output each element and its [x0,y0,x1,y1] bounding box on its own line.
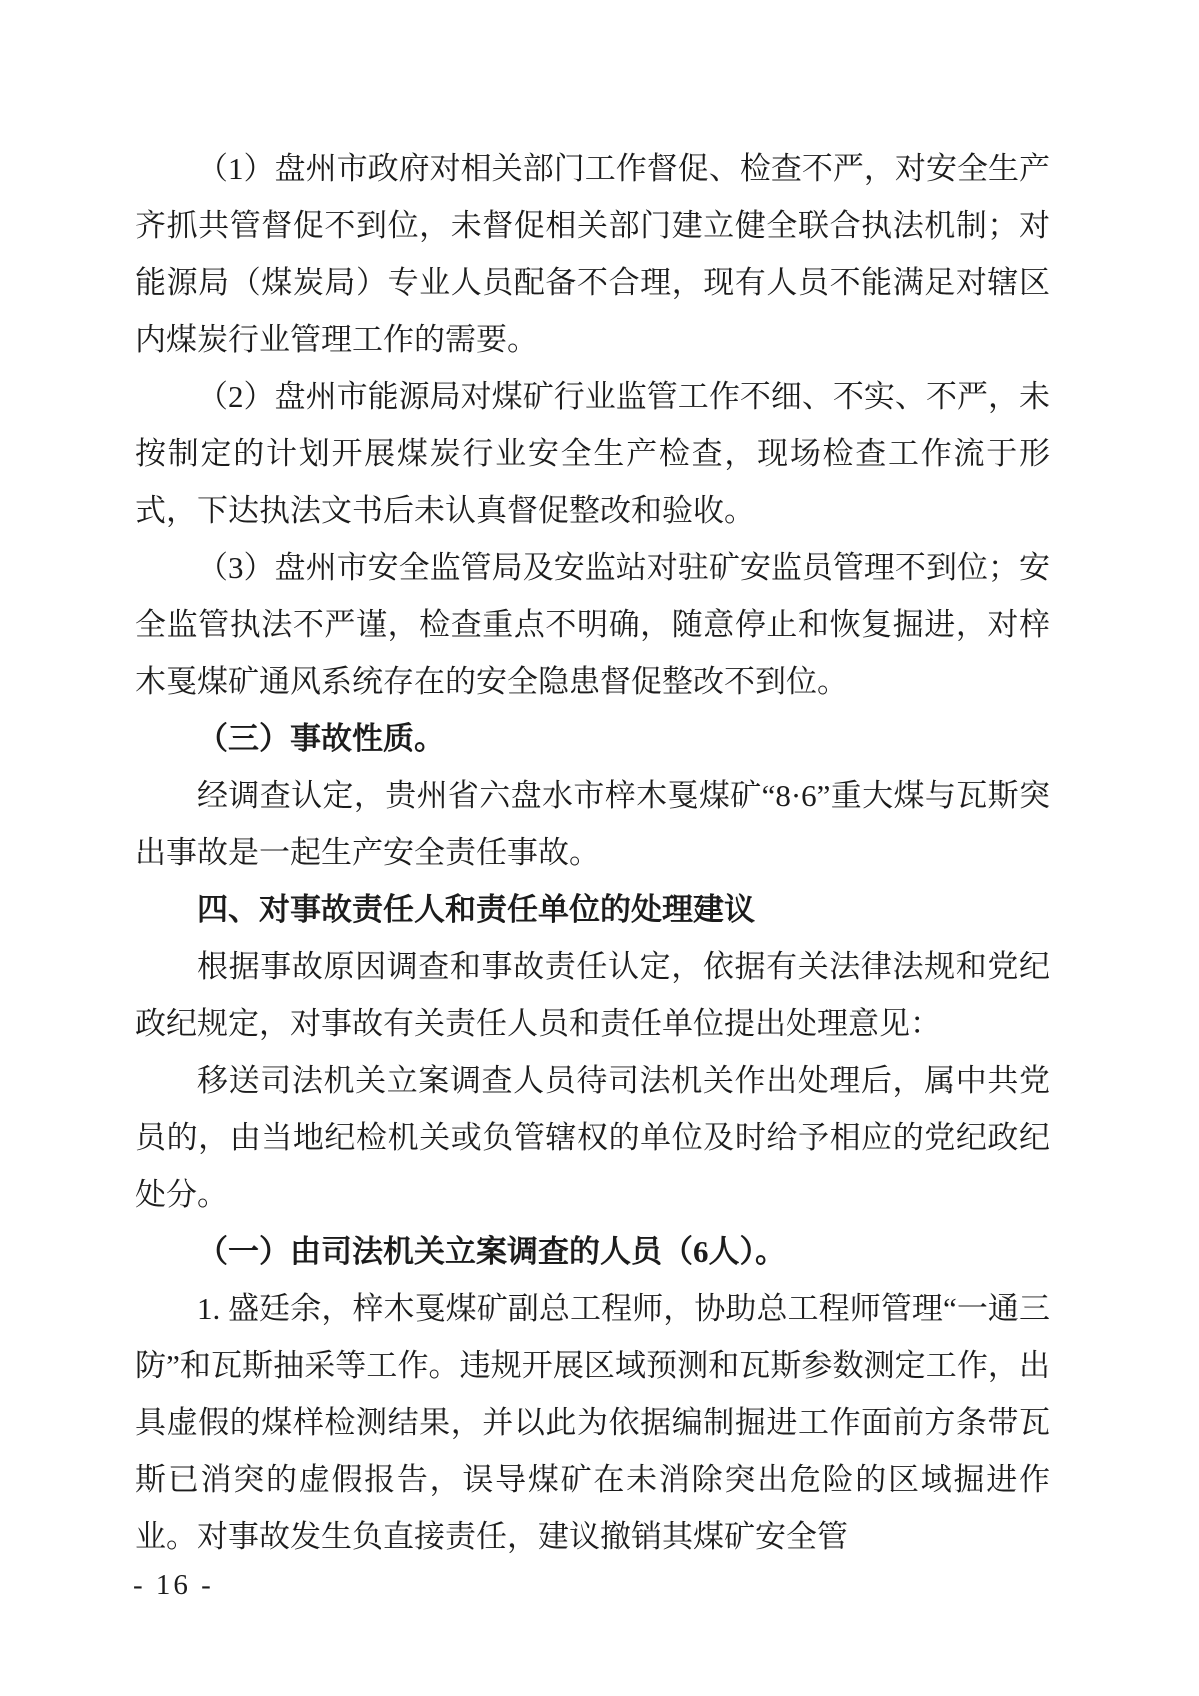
page-number: - 16 - [133,1569,214,1601]
section-heading: （一）由司法机关立案调查的人员（6人）。 [197,1234,786,1269]
section-heading: 四、对事故责任人和责任单位的处理建议 [197,892,755,927]
paragraph: （1）盘州市政府对相关部门工作督促、检查不严，对安全生产齐抓共管督促不到位，未督促相关部门建立健全联合执法机制；对能源局（煤炭局）专业人员配备不合理，现有人员不能满足对辖区内煤炭行业管理工作的需要。 [135,151,1050,357]
paragraph: 1. 盛廷余，梓木戛煤矿副总工程师，协助总工程师管理“一通三防”和瓦斯抽采等工作。违规开展区域预测和瓦斯参数测定工作，出具虚假的煤样检测结果，并以此为依据编制掘进工作面前方条带瓦斯已消突的虚假报告，误导煤矿在未消除突出危险的区域掘进作业。对事故发生负直接责任，建议撤销其煤矿安全管 [135,1291,1050,1554]
paragraph: 移送司法机关立案调查人员待司法机关作出处理后，属中共党员的，由当地纪检机关或负管辖权的单位及时给予相应的党纪政纪处分。 [135,1063,1050,1212]
document-body [135,140,1050,1565]
paragraph: （3）盘州市安全监管局及安监站对驻矿安监员管理不到位；安全监管执法不严谨，检查重点不明确，随意停止和恢复掘进，对梓木戛煤矿通风系统存在的安全隐患督促整改不到位。 [135,550,1050,699]
paragraph: （2）盘州市能源局对煤矿行业监管工作不细、不实、不严，未按制定的计划开展煤炭行业安全生产检查，现场检查工作流于形式，下达执法文书后未认真督促整改和验收。 [135,379,1050,528]
section-heading: （三）事故性质。 [197,721,445,756]
paragraph: 经调查认定，贵州省六盘水市梓木戛煤矿“8·6”重大煤与瓦斯突出事故是一起生产安全责任事故。 [135,778,1050,870]
paragraph: 根据事故原因调查和事故责任认定，依据有关法律法规和党纪政纪规定，对事故有关责任人员和责任单位提出处理意见： [135,949,1050,1041]
